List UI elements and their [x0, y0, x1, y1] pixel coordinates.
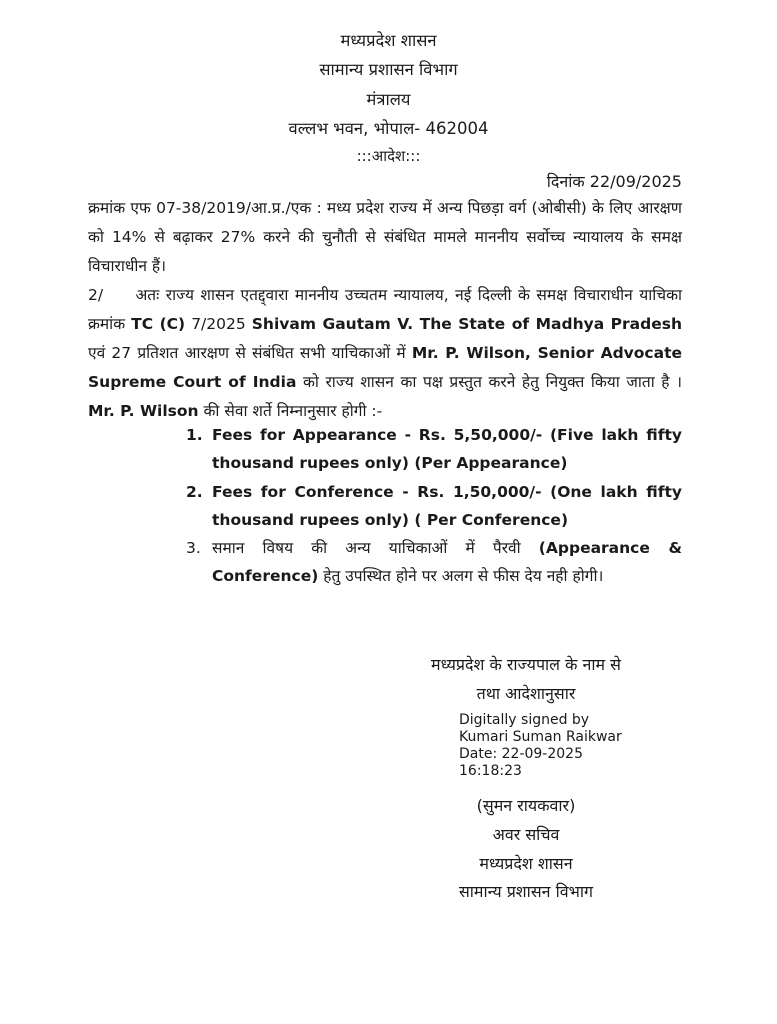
- digital-signature-time: 16:18:23: [459, 763, 522, 779]
- petition-number: 7/2025: [191, 315, 246, 333]
- signatory-designation: अवर सचिव: [492, 825, 560, 844]
- header-department: सामान्य प्रशासन विभाग: [319, 60, 458, 79]
- list-number: 2.: [186, 483, 203, 501]
- paragraph-1-text: क्रमांक एफ 07-38/2019/आ.प्र./एक : मध्य प्रदेश राज्य में अन्य पिछड़ा वर्ग (ओबीसी) के लिए आरक्षण को 14% से बढ़ाकर 27% करने की चुनौती से संबंधित मामले माननीय सर्वोच्च न्यायालय के समक्ष विचाराधीन हैं।: [88, 199, 682, 275]
- paragraph-2-text-a: अतः राज्य शासन एतद्द्वारा माननीय उच्चतम न्यायालय, नई दिल्ली के समक्ष विचाराधीन याचिका क्रमांक: [88, 286, 682, 333]
- list-text: Fees for Conference - Rs. 1,50,000/- (One lakh fifty thousand rupees only) ( Per Conference): [212, 483, 682, 529]
- list-text-a: समान विषय की अन्य याचिकाओं में पैरवी: [212, 539, 521, 557]
- order-date: दिनांक 22/09/2025: [546, 172, 682, 191]
- digital-signature-date: Date: 22-09-2025: [459, 746, 583, 762]
- list-text-bold: (Appearance & Conference): [212, 539, 682, 585]
- header-address: वल्लभ भवन, भोपाल- 462004: [288, 119, 489, 138]
- digital-signature-block: [459, 712, 622, 780]
- advocate-name: Mr. P. Wilson, Senior Advocate Supreme Court of India: [88, 344, 682, 391]
- list-text: Fees for Appearance - Rs. 5,50,000/- (Five lakh fifty thousand rupees only) (Per Appearance): [212, 426, 682, 472]
- paragraph-2-text-c: को राज्य शासन का पक्ष प्रस्तुत करने हेतु नियुक्त किया जाता है ।: [302, 373, 682, 391]
- header-ministry: मंत्रालय: [366, 90, 411, 109]
- digital-signature-label: Digitally signed by: [459, 712, 590, 728]
- paragraph-2-text-b: एवं 27 प्रतिशत आरक्षण से संबंधित सभी याचिकाओं में: [88, 344, 406, 362]
- paragraph-2-text-d: की सेवा शर्ते निम्नानुसार होगी :-: [203, 402, 383, 420]
- signatory-name: (सुमन रायकवार): [476, 796, 576, 815]
- signature-authority-line: मध्यप्रदेश के राज्यपाल के नाम से: [431, 655, 621, 674]
- case-title: Shivam Gautam V. The State of Madhya Pradesh: [251, 315, 683, 333]
- signatory-department: सामान्य प्रशासन विभाग: [458, 882, 594, 901]
- header-order-title: :::आदेश:::: [356, 147, 421, 165]
- digital-signature-name: Kumari Suman Raikwar: [459, 729, 622, 745]
- list-text-b: हेतु उपस्थित होने पर अलग से फीस देय नही होगी।: [323, 567, 604, 585]
- petition-type: TC (C): [131, 315, 186, 333]
- header-government: मध्यप्रदेश शासन: [340, 31, 437, 50]
- paragraph-1: [88, 194, 682, 281]
- advocate-short-name: Mr. P. Wilson: [88, 402, 199, 420]
- paragraph-2-number: 2/: [88, 286, 104, 304]
- paragraph-2: [88, 281, 682, 426]
- list-number: 3.: [186, 539, 201, 557]
- signature-order-line: तथा आदेशानुसार: [476, 684, 576, 703]
- list-text: [212, 534, 682, 590]
- list-number: 1.: [186, 426, 203, 444]
- signatory-organisation: मध्यप्रदेश शासन: [479, 854, 573, 873]
